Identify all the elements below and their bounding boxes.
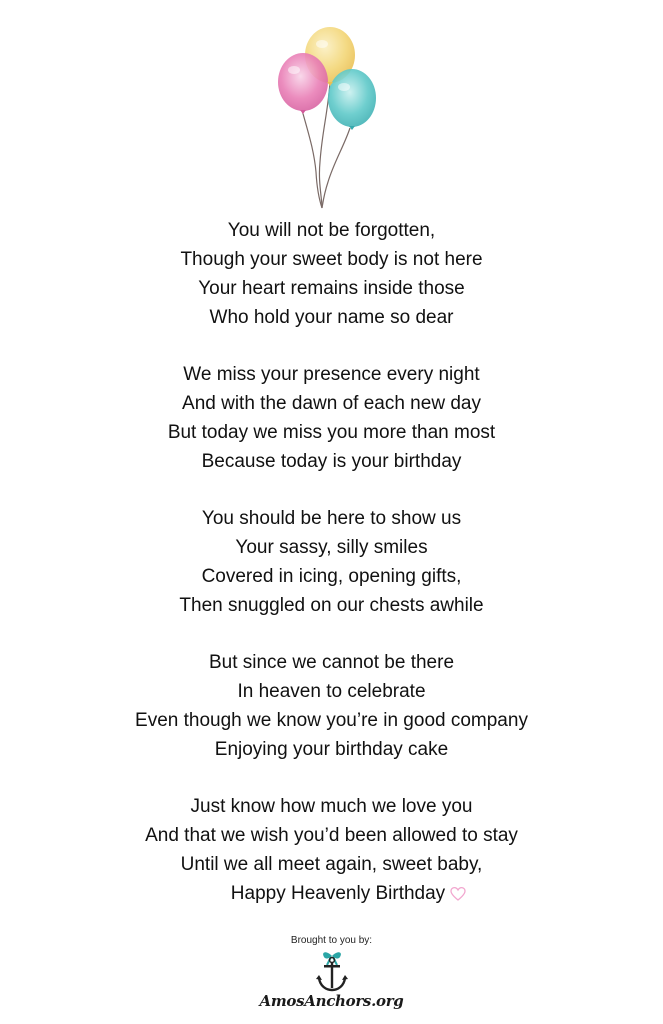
stanza-3 xyxy=(0,504,663,620)
poem-line: Just know how much we love you xyxy=(190,796,473,817)
poem-line: But since we cannot be there xyxy=(208,652,455,673)
stanza-5 xyxy=(0,792,663,908)
poem-line: Though your sweet body is not here xyxy=(180,249,483,270)
poem xyxy=(0,216,663,936)
stanza-2 xyxy=(0,360,663,476)
poem-line: You should be here to show us xyxy=(201,508,462,529)
poem-line: Enjoying your birthday cake xyxy=(214,739,449,760)
poem-line: Happy Heavenly Birthday xyxy=(230,883,446,904)
poem-line: Until we all meet again, sweet baby, xyxy=(180,854,483,875)
poem-last-line xyxy=(0,879,663,908)
poem-line: In heaven to celebrate xyxy=(237,681,426,702)
poem-line: We miss your presence every night xyxy=(183,364,480,385)
heart-icon xyxy=(450,886,466,902)
stanza-1 xyxy=(0,216,663,332)
poem-line: Then snuggled on our chests awhile xyxy=(179,595,484,616)
poem-line: Because today is your birthday xyxy=(201,451,462,472)
stanza-4 xyxy=(0,648,663,764)
poem-line: Your sassy, silly smiles xyxy=(235,537,428,558)
poem-line: Your heart remains inside those xyxy=(198,278,465,299)
poem-line: Even though we know you’re in good company xyxy=(135,710,528,731)
footer xyxy=(0,935,663,1010)
poem-line: Who hold your name so dear xyxy=(209,307,454,328)
balloons-icon xyxy=(270,22,400,214)
poem-line: Covered in icing, opening gifts, xyxy=(201,566,462,587)
poem-line: But today we miss you more than most xyxy=(167,422,496,443)
poem-line: You will not be forgotten, xyxy=(227,220,436,241)
poem-line: And that we wish you’d been allowed to stay xyxy=(145,825,518,846)
poem-line: And with the dawn of each new day xyxy=(182,393,481,414)
brought-to-you-label: Brought to you by: xyxy=(290,935,373,946)
site-name: AmosAnchors.org xyxy=(259,992,404,1010)
anchor-icon xyxy=(315,950,349,994)
